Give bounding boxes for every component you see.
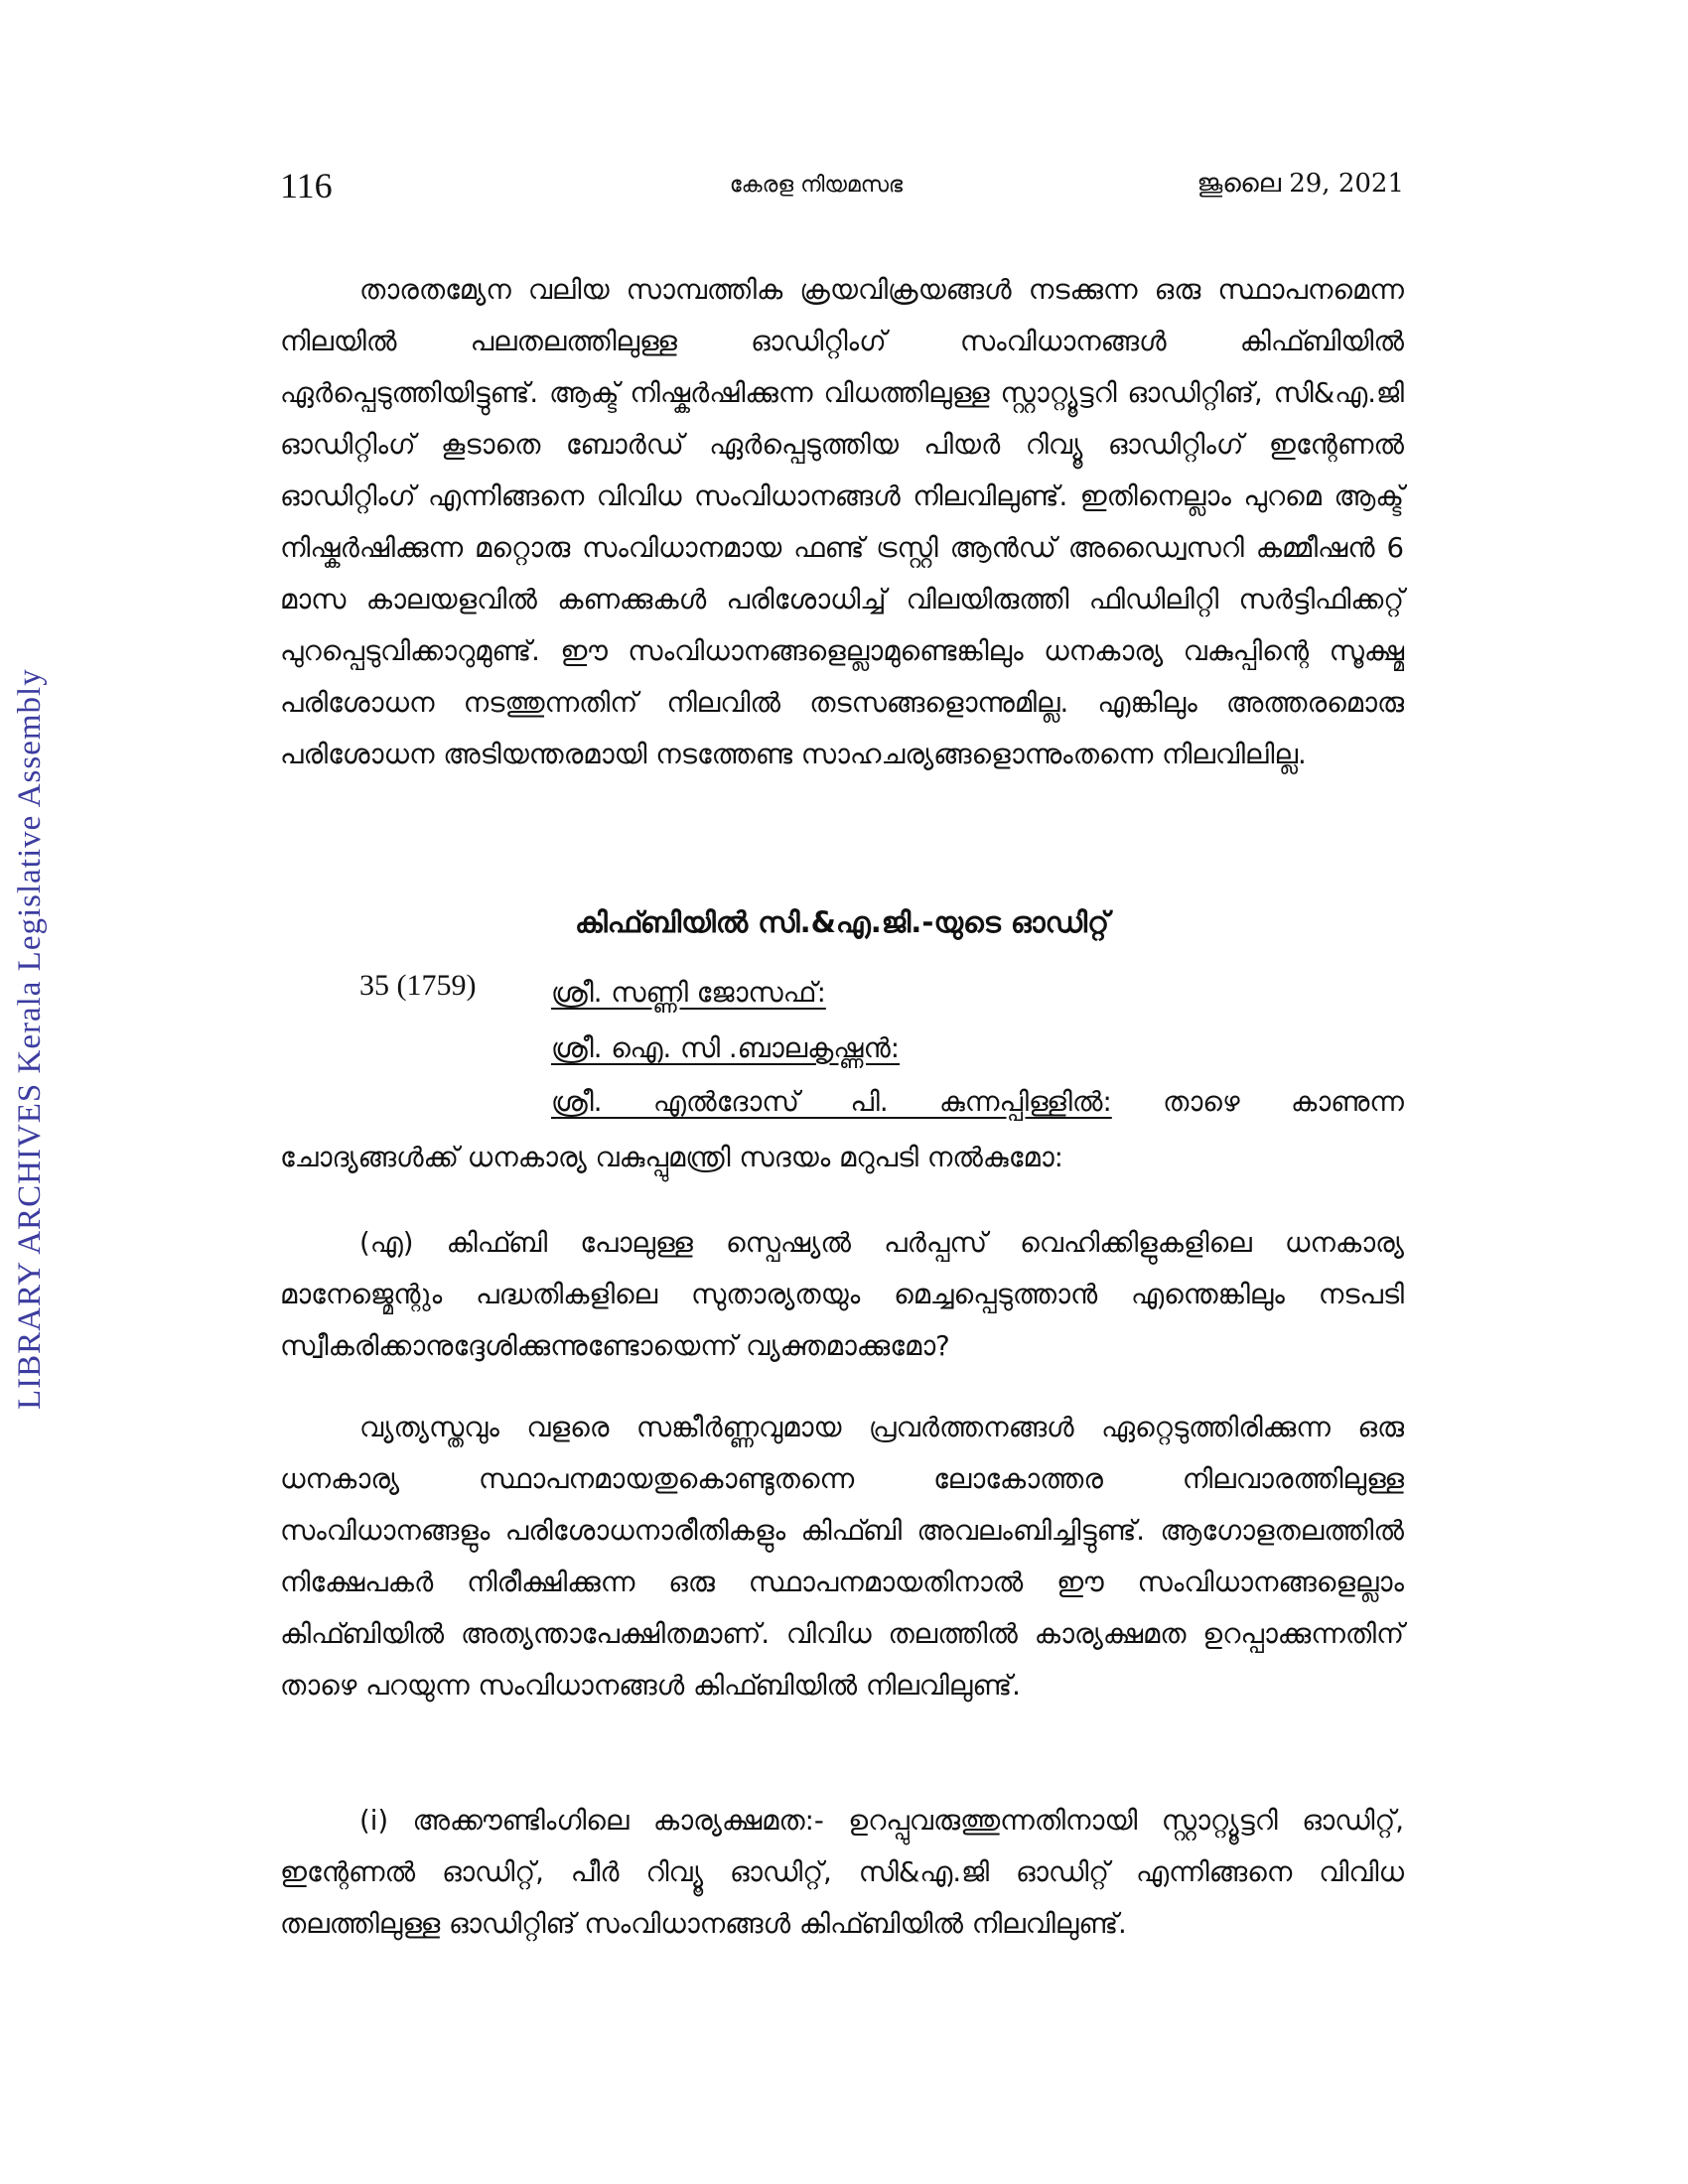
question-lead-in-continued: ചോദ്യങ്ങൾക്ക് ധനകാര്യ വകുപ്പുമന്ത്രി സദയം മറുപടി നൽകുമോ:	[280, 1142, 1063, 1173]
member-name: ശ്രീ. എൽദോസ് പി. കുന്നപ്പിള്ളിൽ:	[551, 1086, 1112, 1118]
member-name: ശ്രീ. സണ്ണി ജോസഫ്:	[551, 977, 826, 1009]
running-title: കേരള നിയമസഭ	[729, 173, 904, 198]
question-lead-in: താഴെ കാണുന്ന	[1163, 1086, 1404, 1118]
answer-a: വ്യത്യസ്തവും വളരെ സങ്കീർണ്ണവുമായ പ്രവർത്തനങ്ങൾ ഏറ്റെടുത്തിരിക്കുന്ന ഒരു ധനകാര്യ സ്ഥാപനമായതുകൊണ്ടുതന്നെ ലോകോത്തര നിലവാരത്തിലുള്ള സംവിധാനങ്ങളും പരിശോധനാരീതികളും കിഫ്ബി അവലംബിച്ചിട്ടുണ്ട്. ആഗോളതലത്തിൽ നിക്ഷേപകർ നിരീക്ഷിക്കുന്ന ഒരു സ്ഥാപനമായതിനാൽ ഈ സംവിധാനങ്ങളെല്ലാം കിഫ്ബിയിൽ അത്യന്താപേക്ഷിതമാണ്. വിവിധ തലത്തിൽ കാര്യക്ഷമത ഉറപ്പാക്കുന്നതിന് താഴെ പറയുന്ന സംവിധാനങ്ങൾ കിഫ്ബിയിൽ നിലവിലുണ്ട്.	[280, 1412, 1404, 1702]
page-number: 116	[280, 166, 333, 205]
question-a: (എ) കിഫ്ബി പോലുള്ള സ്പെഷ്യൽ പർപ്പസ് വെഹിക്കിളുകളിലെ ധനകാര്യ മാനേജ്മെന്റും പദ്ധതികളിലെ സുതാര്യതയും മെച്ചപ്പെടുത്താൻ എന്തെങ്കിലും നടപടി സ്വീകരിക്കാനുദ്ദേശിക്കുന്നുണ്ടോയെന്ന് വ്യക്തമാക്കുമോ?	[280, 1227, 1404, 1362]
header-date: ജൂലൈ 29, 2021	[1196, 169, 1404, 199]
answer-point-i: (i) അക്കൗണ്ടിംഗിലെ കാര്യക്ഷമത:- ഉറപ്പുവരുത്തുന്നതിനായി സ്റ്റാറ്റ്യൂട്ടറി ഓഡിറ്റ്, ഇന്റേണൽ ഓഡിറ്റ്, പീർ റിവ്യൂ ഓഡിറ്റ്, സി&എ.ജി ഓഡിറ്റ് എന്നിങ്ങനെ വിവിധ തലത്തിലുള്ള ഓഡിറ്റിങ് സംവിധാനങ്ങൾ കിഫ്ബിയിൽ നിലവിലുണ്ട്.	[280, 1805, 1404, 1940]
member-line	[551, 1086, 1404, 1119]
question-number: 35 (1759)	[359, 969, 477, 1002]
member-name: ശ്രീ. ഐ. സി .ബാലകൃഷ്ണൻ:	[551, 1032, 901, 1064]
archive-watermark: LIBRARY ARCHIVES Kerala Legislative Assembly	[12, 668, 48, 1410]
page-header	[280, 159, 1404, 208]
answer-paragraph-previous: താരതമ്യേന വലിയ സാമ്പത്തിക ക്രയവിക്രയങ്ങൾ നടക്കുന്ന ഒരു സ്ഥാപനമെന്ന നിലയിൽ പലതലത്തിലുള്ള ഓഡിറ്റിംഗ് സംവിധാനങ്ങൾ കിഫ്ബിയിൽ ഏർപ്പെടുത്തിയിട്ടുണ്ട്. ആക്ട് നിഷ്കർഷിക്കുന്ന വിധത്തിലുള്ള സ്റ്റാറ്റ്യൂട്ടറി ഓഡിറ്റിങ്, സി&എ.ജി ഓഡിറ്റിംഗ് കൂടാതെ ബോർഡ് ഏർപ്പെടുത്തിയ പിയർ റിവ്യൂ ഓഡിറ്റിംഗ് ഇന്റേണൽ ഓഡിറ്റിംഗ് എന്നിങ്ങനെ വിവിധ സംവിധാനങ്ങൾ നിലവിലുണ്ട്. ഇതിനെല്ലാം പുറമെ ആക്ട് നിഷ്കർഷിക്കുന്ന മറ്റൊരു സംവിധാനമായ ഫണ്ട് ട്രസ്റ്റി ആൻഡ് അഡ്വൈസറി കമ്മീഷൻ 6 മാസ കാലയളവിൽ കണക്കുകൾ പരിശോധിച്ച് വിലയിരുത്തി ഫിഡിലിറ്റി സർട്ടിഫിക്കറ്റ് പുറപ്പെടുവിക്കാറുമുണ്ട്. ഈ സംവിധാനങ്ങളെല്ലാമുണ്ടെങ്കിലും ധനകാര്യ വകുപ്പിന്റെ സൂക്ഷ്മ പരിശോധന നടത്തുന്നതിന് നിലവിൽ തടസങ്ങളൊന്നുമില്ല. എങ്കിലും അത്തരമൊരു പരിശോധന അടിയന്തരമായി നടത്തേണ്ട സാഹചര്യങ്ങളൊന്നുംതന്നെ നിലവിലില്ല.	[280, 274, 1404, 770]
section-heading: കിഫ്ബിയിൽ സി.&എ.ജി.-യുടെ ഓഡിറ്റ്	[574, 905, 1110, 939]
